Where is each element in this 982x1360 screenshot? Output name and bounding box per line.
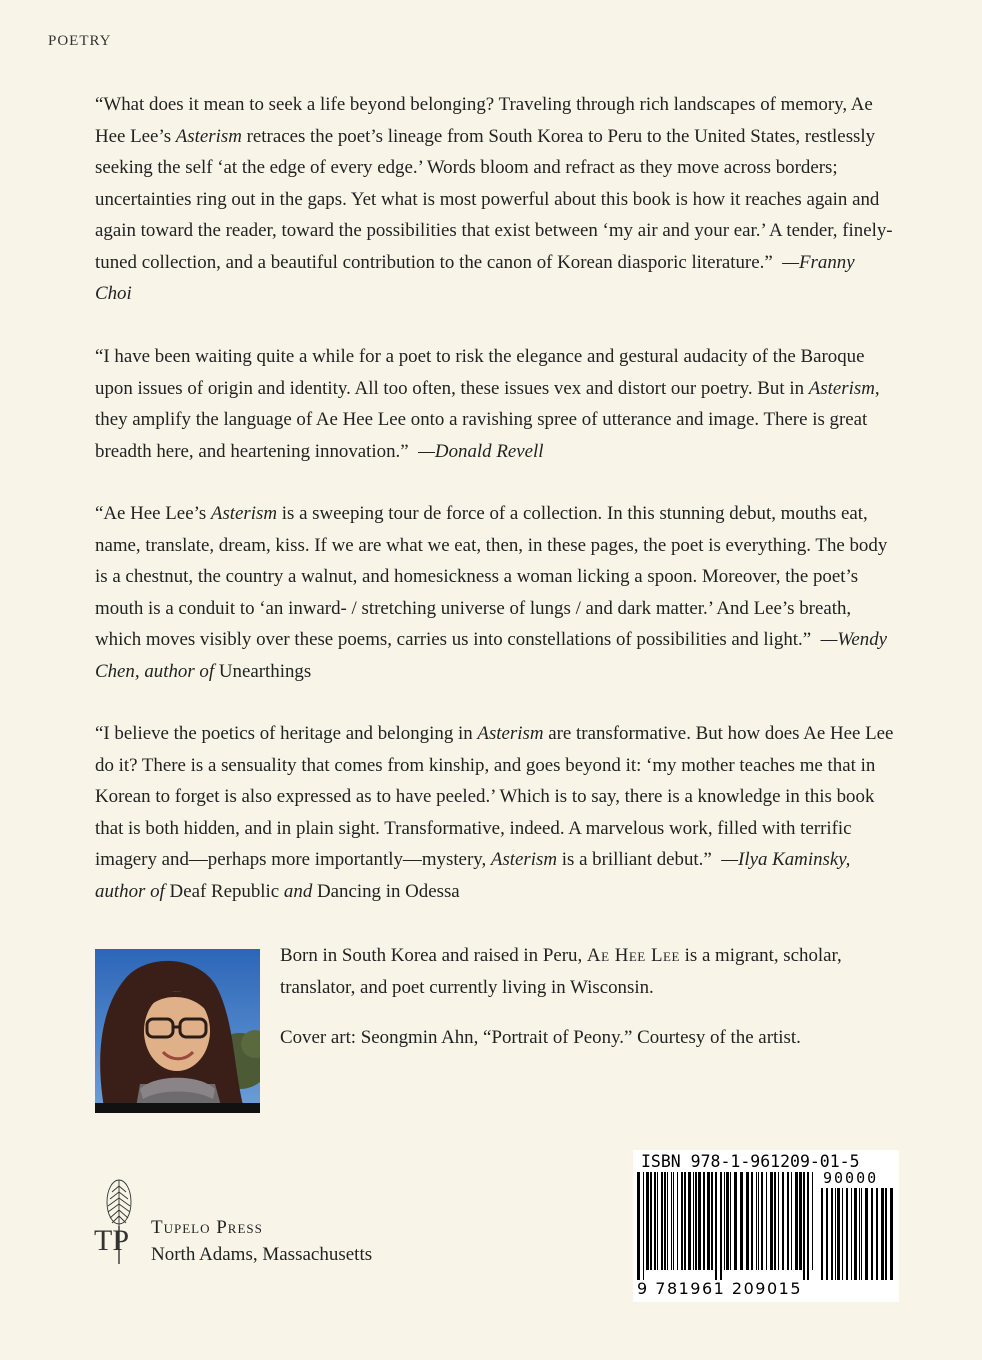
barcode-bar: [865, 1188, 868, 1280]
barcode-bar: [826, 1188, 828, 1280]
barcode-bar: [650, 1172, 652, 1270]
publisher-name: Tupelo Press: [151, 1217, 263, 1238]
barcode-bar: [677, 1172, 678, 1270]
blurb-book-title: Unearthings: [218, 660, 312, 682]
barcode-bar: [787, 1172, 789, 1270]
barcode-bar: [837, 1188, 840, 1280]
blurb-wendy-chen: “Ae Hee Lee’s Asterism is a sweeping tour de force of a collection. In this stunning debut, mouths eat, name, translate, dream, kiss. If we are what we eat, then, in these pages, the poet is everything. The body is a chestnut, the country a walnut, and homesickness a woman licking a spoon. Moreover, the poet’s mouth is a conduit to ‘an inward- / stretching universe of lungs / and dark matter.’ And Lee’s breath, which moves visibly over these poems, carries us into constellations of possibilities and light.” —Wendy Chen, author of Unearthings: [95, 503, 888, 682]
barcode-bar: [664, 1172, 666, 1270]
barcode-bar: [881, 1188, 884, 1280]
barcode-bar: [724, 1172, 725, 1270]
publisher-info: [151, 1214, 372, 1268]
barcode-bar: [671, 1172, 672, 1270]
barcode-bar: [643, 1172, 644, 1280]
barcode-bar: [795, 1172, 798, 1270]
addon-barcode-bars: [821, 1188, 895, 1280]
barcode-bar: [734, 1172, 737, 1270]
barcode-bar: [720, 1172, 722, 1280]
barcode-bar: [661, 1172, 663, 1270]
ean-barcode-bars: [637, 1172, 817, 1280]
barcode-bar: [711, 1172, 713, 1270]
barcode-bar: [778, 1172, 779, 1270]
barcode-bar: [851, 1188, 852, 1280]
barcode-addon-number: 90000: [823, 1169, 879, 1187]
barcode-bar: [730, 1172, 731, 1270]
category-label: POETRY: [48, 33, 112, 49]
barcode-bar: [646, 1172, 649, 1270]
barcode-bar: [761, 1172, 763, 1270]
barcode-bar: [684, 1172, 686, 1270]
barcode-bar: [698, 1172, 701, 1270]
barcode-bar: [707, 1172, 710, 1270]
barcode-bar: [654, 1172, 656, 1270]
cover-art-credit: Cover art: Seongmin Ahn, “Portrait of Peony.” Courtesy of the artist.: [280, 1027, 801, 1048]
barcode-bar: [821, 1188, 823, 1280]
barcode-bar: [799, 1172, 802, 1270]
barcode-bar: [782, 1172, 784, 1270]
tupelo-tree-logo-icon: [94, 1178, 144, 1264]
barcode-bar: [715, 1172, 717, 1280]
barcode-bar: [695, 1172, 697, 1270]
barcode-bar: [774, 1172, 776, 1270]
barcode-bar: [846, 1188, 848, 1280]
barcode-bar: [637, 1172, 640, 1280]
blurb-franny-choi: “What does it mean to seek a life beyond belonging? Traveling through rich landscapes of memory, Ae Hee Lee’s Asterism retraces the poet’s lineage from South Korea to Peru to the United States, restlessly seeking the self ‘at the edge of every edge.’ Words bloom and refract as they move across borders; uncertainties ring out in the gaps. Yet what is most powerful about this book is how it reaches again and again toward the reader, toward the possibilities that exist between ‘my air and your ear.’ A tender, finely-tuned collection, and a beautiful contribution to the canon of Korean diasporic literature.” —Franny Choi: [95, 94, 893, 304]
blurb-ilya-kaminsky: “I believe the poetics of heritage and belonging in Asterism are transformative. But how does Ae Hee Lee do it? There is a sensuality that comes from kinship, and goes beyond it: ‘my mother teaches me that in Korean to forget is also expressed as to have peeled.’ Which is to say, there is a knowledge in this book that is both hidden, and in plain sight. Transformative, indeed. A marvelous work, filled with terrific imagery and—perhaps more importantly—mystery, Asterism is a brilliant debut.” —Ilya Kaminsky, author of Deaf Republic and Dancing in Odessa: [95, 723, 894, 902]
barcode-bar: [746, 1172, 749, 1270]
book-title: Asterism: [210, 503, 278, 524]
barcode: [633, 1150, 899, 1302]
barcode-bar: [681, 1172, 683, 1270]
logo-letters: TP: [94, 1224, 130, 1257]
barcode-bar: [861, 1188, 862, 1280]
book-title: Asterism: [808, 377, 875, 399]
isbn-label: ISBN 978-1-961209-01-5: [641, 1152, 860, 1171]
barcode-bar: [791, 1172, 792, 1270]
blurb-donald-revell: “I have been waiting quite a while for a poet to risk the elegance and gestural audacity of the Baroque upon issues of origin and identity. All too often, these issues vex and distort our poetry. But in Asterism, they amplify the language of Ae Hee Lee onto a ravishing spree of utterance and image. There is great breadth here, and heartening innovation.” —Donald Revell: [95, 346, 880, 462]
barcode-bar: [758, 1172, 759, 1270]
blurb-attribution: —Franny Choi: [95, 251, 855, 304]
barcode-bar: [693, 1172, 694, 1270]
ean-number: 9 781961 209015: [637, 1279, 803, 1298]
barcode-bar: [751, 1172, 753, 1270]
author-name: Ae Hee Lee: [586, 945, 680, 966]
barcode-bar: [667, 1172, 668, 1270]
book-title: Asterism: [490, 849, 558, 870]
barcode-bar: [876, 1188, 878, 1280]
barcode-bar: [812, 1172, 813, 1270]
author-photo: [95, 949, 260, 1113]
barcode-bar: [673, 1172, 674, 1270]
barcode-bar: [835, 1188, 836, 1280]
barcode-bar: [859, 1188, 860, 1280]
barcode-bar: [740, 1172, 743, 1270]
barcode-bar: [688, 1172, 691, 1270]
barcode-bar: [807, 1172, 809, 1280]
blurb-book-title: Dancing in Odessa: [317, 880, 460, 902]
barcode-bar: [854, 1188, 857, 1280]
barcode-bar: [831, 1188, 833, 1280]
author-bio-block: [280, 940, 880, 1054]
barcode-bar: [803, 1172, 805, 1280]
publisher-location: North Adams, Massachusetts: [151, 1244, 373, 1265]
book-title: Asterism: [477, 723, 544, 744]
barcode-bar: [842, 1188, 843, 1280]
book-title: Asterism: [175, 125, 242, 147]
barcode-bar: [871, 1188, 873, 1280]
barcode-bar: [657, 1172, 658, 1270]
blurb-book-title: Deaf Republic: [169, 880, 280, 902]
blurb-attribution: —Donald Revell: [418, 440, 544, 462]
barcode-bar: [756, 1172, 757, 1270]
author-bio: Born in South Korea and raised in Peru, Ae Hee Lee is a migrant, scholar, translator, and poet currently living in Wisconsin.: [280, 945, 842, 998]
barcode-bar: [726, 1172, 729, 1270]
barcode-bar: [885, 1188, 887, 1280]
blurb-attribution: —Ilya Kaminsky, author of: [95, 849, 851, 902]
barcode-bar: [770, 1172, 773, 1270]
barcode-bar: [766, 1172, 767, 1270]
barcode-bar: [890, 1188, 893, 1280]
blurb-attribution: —Wendy Chen, author of: [95, 629, 888, 682]
barcode-bar: [703, 1172, 705, 1270]
